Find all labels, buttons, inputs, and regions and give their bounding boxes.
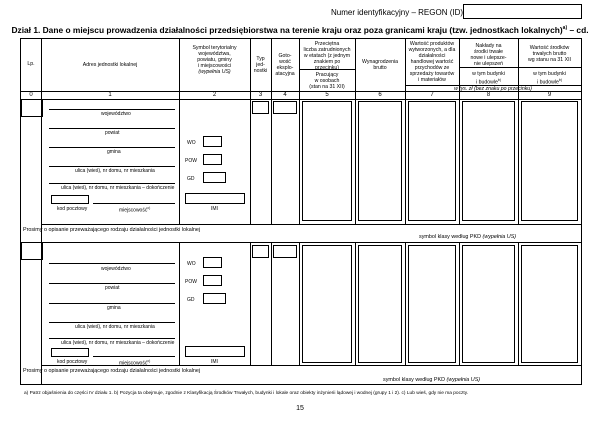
footnote: a) Patrz objaśnienia do części IV działu 1. b) Pozycja ta obejmuje, zgodnie z Klasyfikacją Środków Trwałych, budynki i lokale oraz obiekty inżynierii lądowej i wodnej (grupy 1 i 2). c) Lub wieś, gdy nie ma poczty.	[24, 391, 469, 396]
wojewodztwo-field[interactable]	[49, 101, 175, 110]
col-naklady-budynki: w tym budynki i budowle$^{b)}$	[472, 71, 505, 86]
typ-box[interactable]	[252, 245, 269, 258]
col-num: 7	[430, 92, 434, 98]
page-number: 15	[296, 405, 304, 412]
wartosc-produktow-box[interactable]	[408, 245, 456, 363]
powiat-field[interactable]	[49, 275, 175, 284]
wartosc-brutto-box[interactable]	[521, 101, 578, 221]
regon-field[interactable]	[463, 4, 582, 19]
gd-box[interactable]	[203, 172, 226, 183]
powiat-label: powiat	[105, 285, 120, 291]
prosimy-label: Prosimy o opisanie przeważającego rodzaju działalności jednostki lokalnej	[23, 368, 201, 374]
miejscowosc-label: miejscowość$^{c)}$	[119, 206, 151, 214]
col-gotowosc: Goto- wość eksplo- atacyjna	[275, 53, 295, 77]
wojewodztwo-label: województwo	[101, 111, 131, 117]
miejscowosc-field[interactable]	[93, 348, 175, 357]
row-line	[21, 99, 581, 100]
wynagrodzenia-box[interactable]	[358, 101, 402, 221]
col-line	[405, 242, 406, 365]
kod-label: kod pocztowy	[57, 359, 88, 365]
col-line	[179, 242, 180, 365]
wo-label: WO	[187, 261, 196, 267]
gmina-field[interactable]	[49, 139, 175, 148]
naklady-box[interactable]	[462, 245, 515, 363]
miejscowosc-label: miejscowość$^{c)}$	[119, 359, 151, 367]
col-num: 3	[258, 92, 263, 98]
col-line	[299, 242, 300, 365]
col-przecietna: Przeciętna liczba zatrudnionych w etatach (z jednym znakiem po przecinku)	[303, 41, 351, 71]
ulica-label: ulica (wieś), nr domu, nr mieszkania	[75, 324, 155, 330]
wartosc-produktow-box[interactable]	[408, 101, 456, 221]
col-line	[459, 242, 460, 365]
col-num: 4	[283, 92, 287, 98]
wartosc-brutto-box[interactable]	[521, 245, 578, 363]
gd-box[interactable]	[203, 293, 226, 304]
col-num: 2	[212, 92, 217, 98]
row-line	[21, 242, 581, 243]
gd-label: GD	[187, 176, 195, 182]
ulica2-field[interactable]	[49, 175, 175, 184]
powiat-field[interactable]	[49, 120, 175, 129]
lp-box[interactable]	[21, 99, 43, 117]
title-footnote-mark: a)	[562, 25, 568, 32]
wo-box[interactable]	[203, 136, 222, 147]
ulica-field[interactable]	[49, 158, 175, 167]
col-typ: Typ jed- nostki	[253, 56, 268, 74]
col-line	[271, 242, 272, 365]
etaty-box[interactable]	[302, 101, 352, 221]
col-adres: Adres jednostki lokalnej	[82, 62, 138, 68]
imi-label: IMI	[211, 206, 218, 212]
title-suffix: – cd.	[567, 25, 589, 35]
col-line	[518, 242, 519, 365]
col-pracujacy: Pracujący w osobach (stan na 31 XII)	[309, 72, 345, 90]
wojewodztwo-field[interactable]	[49, 255, 175, 264]
wojewodztwo-label: województwo	[101, 266, 131, 272]
gmina-label: gmina	[107, 149, 121, 155]
etaty-box[interactable]	[302, 245, 352, 363]
typ-box[interactable]	[252, 101, 269, 114]
pkd-label: symbol klasy według PKD (wypełnia US)	[419, 234, 517, 240]
units-table	[20, 38, 582, 385]
wo-label: WO	[187, 140, 196, 146]
gmina-label: gmina	[107, 305, 121, 311]
col-wartosc-brutto-budynki: w tym budynki i budowle$^{b)}$	[533, 71, 566, 86]
col-num: 9	[547, 92, 552, 98]
section-title	[10, 25, 590, 35]
gd-label: GD	[187, 297, 195, 303]
imi-box[interactable]	[185, 193, 245, 204]
col-line	[250, 242, 251, 365]
unit-row: w tys. zł (bez znaku po przecinku)	[454, 86, 532, 92]
col-symbol: Symbol terytorialny województwa, powiatu, gminy i miejscowości (wypełnia US)	[192, 45, 237, 75]
col-lp: Lp.	[27, 61, 35, 67]
col-num: 0	[29, 92, 33, 98]
naklady-box[interactable]	[462, 101, 515, 221]
gmina-field[interactable]	[49, 295, 175, 304]
col-num: 6	[378, 92, 382, 98]
pkd-label: symbol klasy według PKD (wypełnia US)	[383, 377, 481, 383]
prosimy-label: Prosimy o opisanie przeważającego rodzaju działalności jednostki lokalnej	[23, 227, 201, 233]
col-num: 8	[486, 92, 491, 98]
row-line	[459, 67, 581, 68]
imi-label: IMI	[211, 359, 218, 365]
ulica-field[interactable]	[49, 314, 175, 323]
lp-box[interactable]	[21, 242, 43, 260]
ulica-label: ulica (wieś), nr domu, nr mieszkania	[75, 168, 155, 174]
gotowosc-box[interactable]	[273, 101, 297, 114]
col-num: 1	[108, 92, 112, 98]
section-title-text: Dział 1. Dane o miejscu prowadzenia działalności przedsiębiorstwa na terenie kraju oraz poza granicami kraju (tzw. jednostkach lokalnych)	[11, 25, 563, 35]
miejscowosc-field[interactable]	[93, 195, 175, 204]
gotowosc-box[interactable]	[273, 245, 297, 258]
row-line	[41, 224, 581, 225]
regon-label: Numer identyfikacyjny – REGON (ID)	[331, 8, 464, 17]
imi-box[interactable]	[185, 346, 245, 357]
col-wartosc-produktow: Wartość produktów wytworzonych, a dla działalności handlowej wartość przychodów ze sprzedaży towarów i materiałów	[408, 41, 456, 83]
pow-box[interactable]	[203, 154, 222, 165]
kod-label: kod pocztowy	[57, 206, 88, 212]
pow-box[interactable]	[203, 275, 222, 286]
wynagrodzenia-box[interactable]	[358, 245, 402, 363]
col-line	[355, 242, 356, 365]
ulica2-label: ulica (wieś), nr domu, nr mieszkania – dokończenie	[61, 185, 175, 191]
ulica2-label: ulica (wieś), nr domu, nr mieszkania – dokończenie	[61, 340, 175, 346]
wo-box[interactable]	[203, 257, 222, 268]
pow-label: POW	[185, 158, 197, 164]
col-naklady: Nakłady na środki trwałe nowe i ulepsze- nie ulepszeń	[470, 43, 507, 67]
col-wartosc-brutto: Wartość środków trwałych brutto wg stanu na 31 XII	[528, 45, 571, 63]
kod-pocztowy-field[interactable]	[51, 195, 89, 204]
powiat-label: powiat	[105, 130, 120, 136]
kod-pocztowy-field[interactable]	[51, 348, 89, 357]
col-wynagrodzenia: Wynagrodzenia brutto	[362, 59, 398, 71]
pow-label: POW	[185, 279, 197, 285]
ulica2-field[interactable]	[49, 330, 175, 339]
col-num: 5	[325, 92, 329, 98]
